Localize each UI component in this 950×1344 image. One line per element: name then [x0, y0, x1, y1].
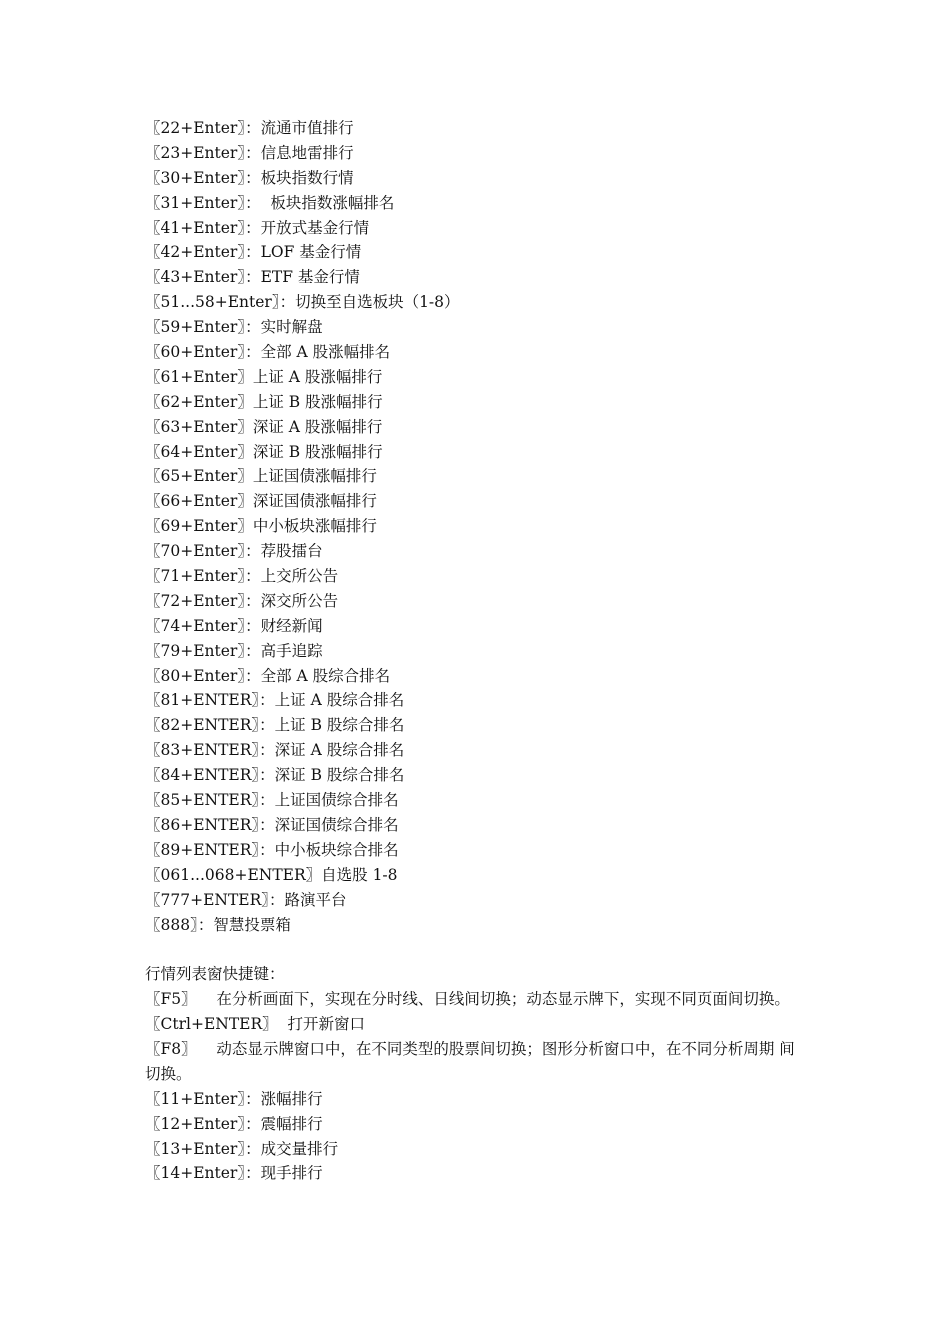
shortcut-list-top [145, 116, 810, 937]
shortcut-line: 〖86+ENTER〗：深证国债综合排名 [145, 815, 399, 834]
shortcut-line: 〖72+Enter〗：深交所公告 [145, 591, 339, 610]
shortcut-line: 〖63+Enter〗深证 A 股涨幅排行 [145, 417, 383, 436]
f5-description: 〖F5〗 在分析画面下，实现在分时线、日线间切换；动态显示牌下，实现不同页面间切换。 [145, 990, 790, 1009]
shortcut-line: 〖65+Enter〗上证国债涨幅排行 [145, 467, 377, 486]
shortcut-line: 〖42+Enter〗：LOF 基金行情 [145, 243, 362, 262]
shortcut-line: 〖13+Enter〗：成交量排行 [145, 1139, 339, 1158]
shortcut-line: 〖62+Enter〗上证 B 股涨幅排行 [145, 392, 383, 411]
shortcut-line: 〖82+ENTER〗：上证 B 股综合排名 [145, 716, 405, 735]
document-page [145, 116, 810, 1186]
shortcut-line: 〖81+ENTER〗：上证 A 股综合排名 [145, 691, 405, 710]
section-heading: 行情列表窗快捷键： [145, 965, 285, 984]
shortcut-line: 〖22+Enter〗：流通市值排行 [145, 119, 354, 137]
shortcut-line: 〖31+Enter〗： 板块指数涨幅排名 [145, 193, 395, 212]
shortcut-line: 〖70+Enter〗：荐股擂台 [145, 542, 323, 561]
shortcut-line: 〖14+Enter〗：现手排行 [145, 1164, 323, 1183]
shortcut-line: 〖777+ENTER〗：路演平台 [145, 890, 347, 909]
blank-line [145, 937, 810, 962]
shortcut-line: 〖83+ENTER〗：深证 A 股综合排名 [145, 741, 405, 760]
shortcut-line: 〖84+ENTER〗：深证 B 股综合排名 [145, 766, 405, 785]
shortcut-list-bottom [145, 1087, 810, 1187]
shortcut-line: 〖89+ENTER〗：中小板块综合排名 [145, 840, 399, 859]
shortcut-line: 〖23+Enter〗：信息地雷排行 [145, 143, 354, 162]
shortcut-line: 〖69+Enter〗中小板块涨幅排行 [145, 517, 377, 536]
shortcut-line: 〖64+Enter〗深证 B 股涨幅排行 [145, 442, 383, 461]
shortcut-line: 〖12+Enter〗：震幅排行 [145, 1114, 323, 1133]
shortcut-line: 〖79+Enter〗：高手追踪 [145, 641, 323, 660]
shortcut-line: 〖30+Enter〗：板块指数行情 [145, 168, 354, 187]
shortcut-line: 〖888〗：智慧投票箱 [145, 915, 291, 934]
shortcut-line: 〖74+Enter〗：财经新闻 [145, 616, 323, 635]
shortcut-line: 〖59+Enter〗：实时解盘 [145, 318, 323, 337]
shortcut-line: 〖51...58+Enter〗：切换至自选板块（1-8） [145, 293, 460, 312]
shortcut-line: 〖061...068+ENTER〗自选股 1-8 [145, 865, 398, 884]
shortcut-line: 〖71+Enter〗：上交所公告 [145, 567, 339, 586]
ctrl-enter-description: 〖Ctrl+ENTER〗 打开新窗口 [145, 1015, 365, 1034]
f8-description: 〖F8〗 动态显示牌窗口中，在不同类型的股票间切换；图形分析窗口中，在不同分析周期 间切换。 [145, 1039, 795, 1083]
shortcut-line: 〖61+Enter〗上证 A 股涨幅排行 [145, 367, 383, 386]
shortcut-line: 〖66+Enter〗深证国债涨幅排行 [145, 492, 377, 511]
shortcut-line: 〖11+Enter〗：涨幅排行 [145, 1089, 323, 1108]
shortcut-line: 〖60+Enter〗：全部 A 股涨幅排名 [145, 343, 391, 362]
shortcut-line: 〖80+Enter〗：全部 A 股综合排名 [145, 666, 391, 685]
shortcut-line: 〖41+Enter〗：开放式基金行情 [145, 218, 370, 237]
shortcut-line: 〖43+Enter〗：ETF 基金行情 [145, 268, 360, 287]
shortcut-line: 〖85+ENTER〗：上证国债综合排名 [145, 791, 399, 810]
